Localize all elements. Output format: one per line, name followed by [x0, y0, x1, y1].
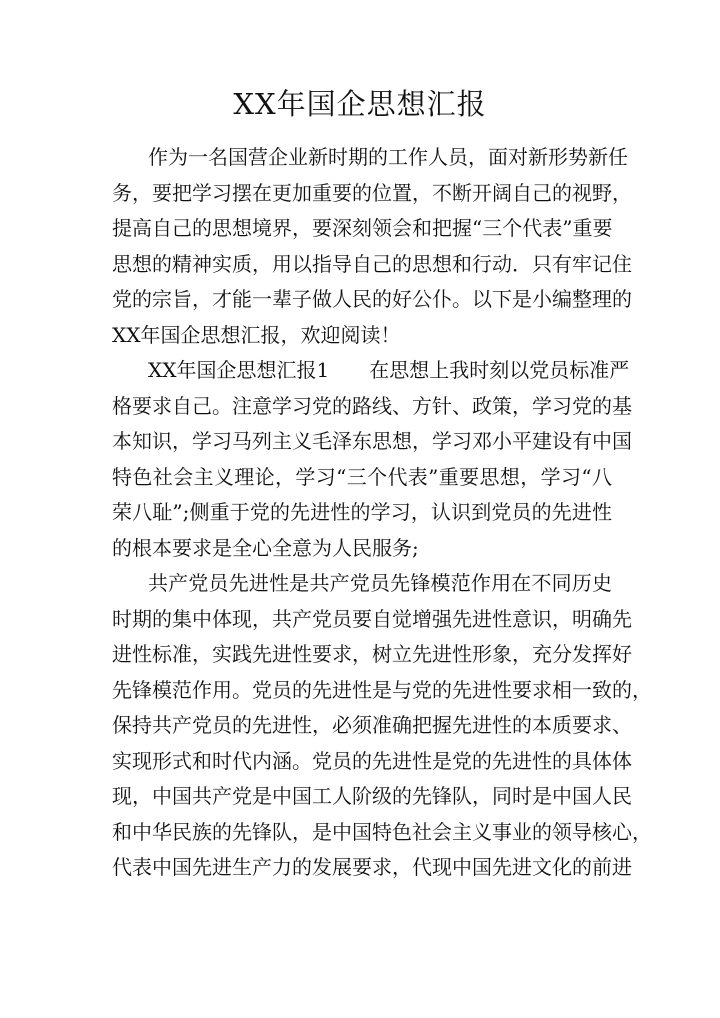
- text-line: 荣八耻”;侧重于党的先进性的学习，认识到党员的先进性: [112, 500, 612, 524]
- text-line: 提高自己的思想境界，要深刻领会和把握“三个代表”重要: [112, 216, 613, 240]
- text-line: 现，中国共产党是中国工人阶级的先锋队，同时是中国人民: [112, 784, 632, 808]
- text-line: XX年国企思想汇报1 在思想上我时刻以党员标准严: [148, 358, 630, 382]
- text-line: 作为一名国营企业新时期的工作人员，面对新形势新任: [148, 145, 628, 169]
- document-title: XX年国企思想汇报: [233, 87, 487, 121]
- text-line: 思想的精神实质，用以指导自己的思想和行动．只有牢记住: [112, 251, 632, 276]
- text-line: 务，要把学习摆在更加重要的位置，不断开阔自己的视野，: [112, 180, 632, 205]
- text-line: 共产党员先进性是共产党员先锋模范作用在不同历史: [148, 571, 612, 595]
- text-line: 特色社会主义理论，学习“三个代表”重要思想，学习“八: [112, 464, 612, 489]
- text-line: XX年国企思想汇报，欢迎阅读！: [112, 322, 401, 347]
- paragraph-intro: [112, 140, 632, 353]
- text-line: 党的宗旨，才能一辈子做人民的好公仆。以下是小编整理的: [112, 287, 632, 311]
- text-line: 代表中国先进生产力的发展要求，代现中国先进文化的前进: [112, 855, 632, 879]
- text-line: 实现形式和时代内涵。党员的先进性是党的先进性的具体体: [112, 748, 632, 773]
- text-line: 进性标准，实践先进性要求，树立先进性形象，充分发挥好: [112, 642, 632, 666]
- text-line: 保持共产党员的先进性，必须准确把握先进性的本质要求、: [112, 713, 632, 737]
- text-line: 和中华民族的先锋队，是中国特色社会主义事业的领导核心，: [112, 819, 652, 844]
- paragraph-report-1: [112, 353, 632, 566]
- document-body: [112, 140, 652, 886]
- text-line: 本知识，学习马列主义毛泽东思想，学习邓小平建设有中国: [112, 429, 632, 453]
- text-line: 先锋模范作用。党员的先进性是与党的先进性要求相一致的，: [112, 677, 652, 702]
- paragraph-advanced-nature: [112, 566, 652, 886]
- text-line: 格要求自己。注意学习党的路线、方针、政策，学习党的基: [112, 393, 632, 418]
- text-line: 时期的集中体现，共产党员要自觉增强先进性意识，明确先: [112, 606, 632, 631]
- text-line: 的根本要求是全心全意为人民服务;: [112, 535, 419, 560]
